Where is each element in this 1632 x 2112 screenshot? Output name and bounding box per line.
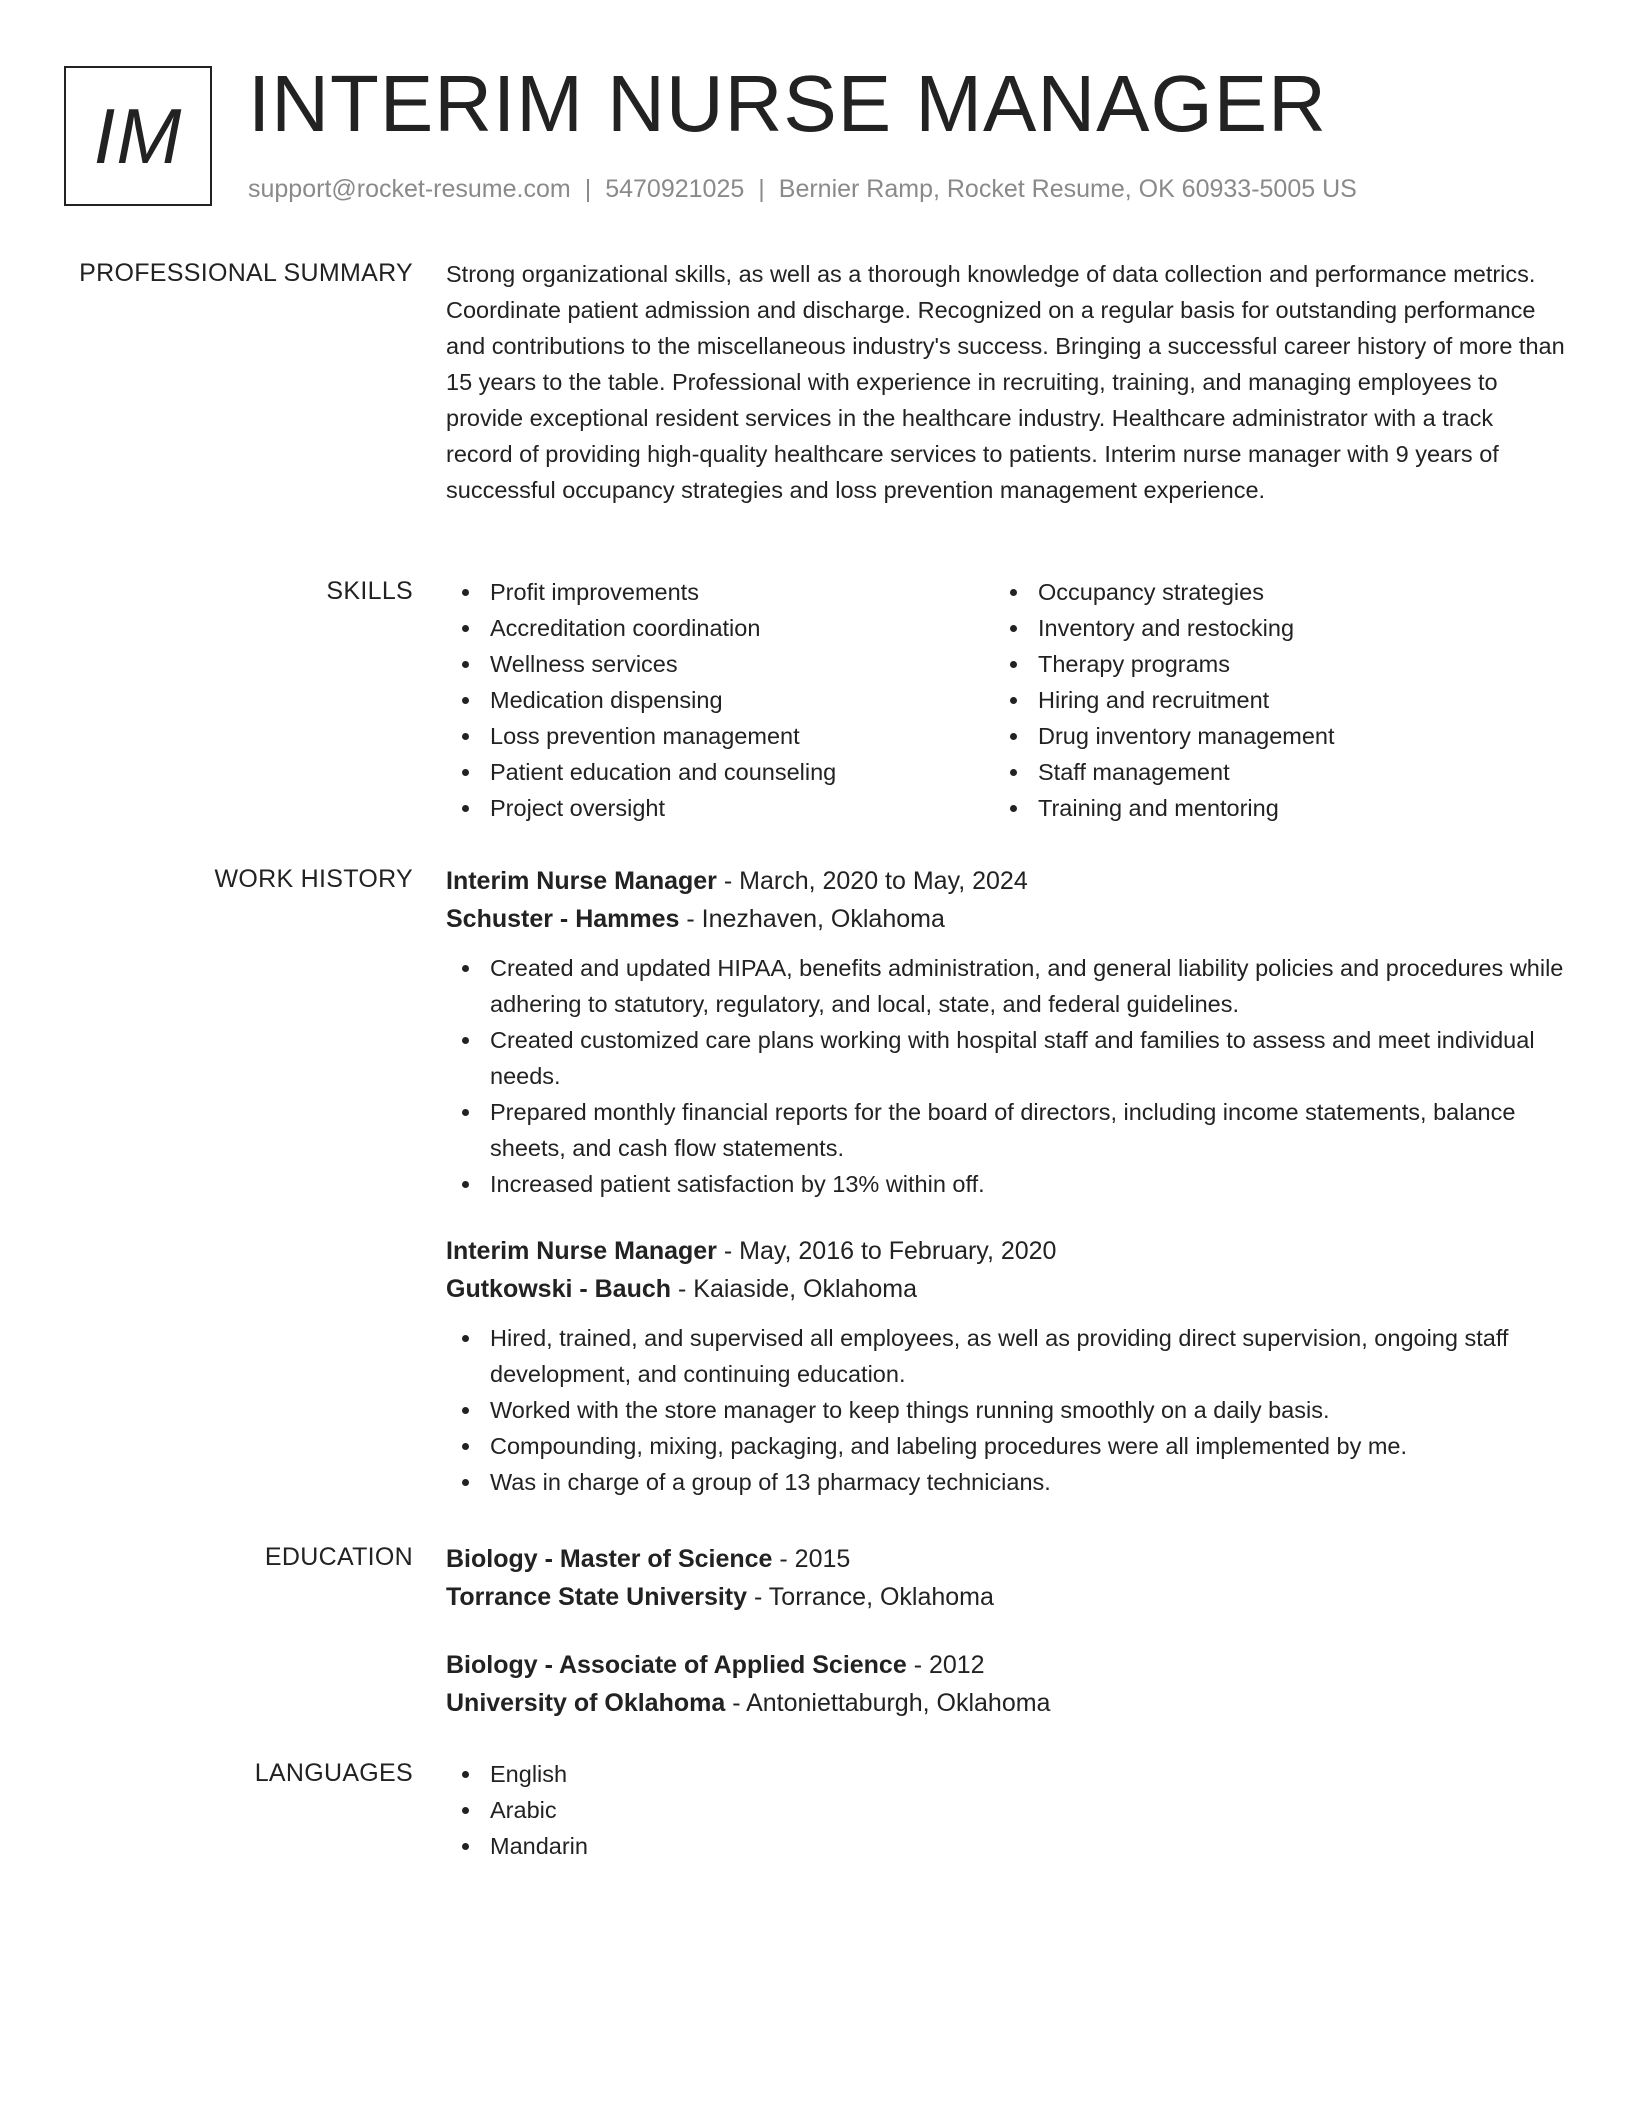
monogram-box <box>64 66 212 206</box>
section-heading-summary: PROFESSIONAL SUMMARY <box>79 259 413 287</box>
skill-item: Therapy programs <box>994 646 1542 682</box>
skill-item: Patient education and counseling <box>446 754 994 790</box>
degree-year: - 2012 <box>906 1651 985 1679</box>
job-bullet: Created and updated HIPAA, benefits administration, and general liability policies and procedures while adhering to statutory, regulatory, and local, state, and federal guidelines. <box>446 950 1566 1022</box>
degree-line <box>446 1540 1566 1578</box>
degree: Biology - Master of Science <box>446 1545 773 1573</box>
job-location: - Inezhaven, Oklahoma <box>679 905 945 933</box>
job-location: - Kaiaside, Oklahoma <box>671 1275 917 1303</box>
skill-item: Drug inventory management <box>994 718 1542 754</box>
job-company-line <box>446 900 1566 938</box>
skill-item: Medication dispensing <box>446 682 994 718</box>
job-bullet: Compounding, mixing, packaging, and labeling procedures were all implemented by me. <box>446 1428 1566 1464</box>
contact-address: Bernier Ramp, Rocket Resume, OK 60933-5005 US <box>778 175 1357 203</box>
languages-body <box>446 1756 1566 1864</box>
job-bullet-list <box>446 950 1566 1202</box>
section-heading-education: EDUCATION <box>264 1543 413 1571</box>
skills-columns <box>446 574 1566 826</box>
skills-list-left <box>446 574 994 826</box>
job-company: Schuster - Hammes <box>446 905 680 933</box>
job-bullet: Worked with the store manager to keep things running smoothly on a daily basis. <box>446 1392 1566 1428</box>
skill-item: Inventory and restocking <box>994 610 1542 646</box>
contact-separator: | <box>584 175 592 203</box>
skill-item: Hiring and recruitment <box>994 682 1542 718</box>
contact-separator: | <box>758 175 765 203</box>
job-title: Interim Nurse Manager <box>446 1237 717 1265</box>
education-body <box>446 1540 1566 1752</box>
skill-item: Profit improvements <box>446 574 994 610</box>
job-bullet: Hired, trained, and supervised all employees, as well as providing direct supervision, ongoing staff development, and continuing education. <box>446 1320 1566 1392</box>
job-dates: - March, 2020 to May, 2024 <box>716 867 1028 895</box>
languages-list <box>446 1756 1566 1864</box>
job-entry <box>446 1232 1566 1500</box>
education-entry <box>446 1540 1566 1616</box>
job-title-line <box>446 1232 1566 1270</box>
summary-body <box>446 256 1566 508</box>
work-history-body <box>446 862 1566 1530</box>
job-bullet-list <box>446 1320 1566 1500</box>
degree-line <box>446 1646 1566 1684</box>
skill-item: Loss prevention management <box>446 718 994 754</box>
job-entry <box>446 862 1566 1202</box>
summary-text: Strong organizational skills, as well as a thorough knowledge of data collection and performance metrics. Coordinate patient admission and discharge. Recognized on a regular basis for outstanding performance and contributions to the miscellaneous industry's success. Bringing a successful career history of more than 15 years to the table. Professional with experience in recruiting, training, and managing employees to provide exceptional resident services in the healthcare industry. Healthcare administrator with a track record of providing high-quality healthcare services to patients. Interim nurse manager with 9 years of successful occupancy strategies and loss prevention management experience. <box>446 261 1565 503</box>
candidate-name: INTERIM NURSE MANAGER <box>248 59 1327 148</box>
contact-line <box>248 172 1357 206</box>
school-line <box>446 1578 1566 1616</box>
language-item: Mandarin <box>446 1828 1566 1864</box>
skill-item: Training and mentoring <box>994 790 1542 826</box>
section-heading-work-history: WORK HISTORY <box>214 865 413 893</box>
school-line <box>446 1684 1566 1722</box>
language-item: Arabic <box>446 1792 1566 1828</box>
education-entry <box>446 1646 1566 1722</box>
language-item: English <box>446 1756 1566 1792</box>
section-heading-skills: SKILLS <box>326 577 413 605</box>
contact-phone: 5470921025 <box>605 175 745 203</box>
job-title: Interim Nurse Manager <box>446 867 717 895</box>
skill-item: Accreditation coordination <box>446 610 994 646</box>
job-bullet: Increased patient satisfaction by 13% within off. <box>446 1166 1566 1202</box>
school: University of Oklahoma <box>446 1689 726 1717</box>
skill-item: Project oversight <box>446 790 994 826</box>
skills-body <box>446 574 1566 826</box>
skill-item: Occupancy strategies <box>994 574 1542 610</box>
job-company-line <box>446 1270 1566 1308</box>
degree-year: - 2015 <box>772 1545 851 1573</box>
degree: Biology - Associate of Applied Science <box>446 1651 907 1679</box>
job-title-line <box>446 862 1566 900</box>
school-location: - Torrance, Oklahoma <box>747 1583 994 1611</box>
skills-list-right <box>994 574 1542 826</box>
school-location: - Antoniettaburgh, Oklahoma <box>725 1689 1051 1717</box>
job-bullet: Created customized care plans working with hospital staff and families to assess and meet individual needs. <box>446 1022 1566 1094</box>
job-bullet: Was in charge of a group of 13 pharmacy technicians. <box>446 1464 1566 1500</box>
skill-item: Wellness services <box>446 646 994 682</box>
school: Torrance State University <box>446 1583 748 1611</box>
contact-email: support@rocket-resume.com <box>248 175 571 203</box>
job-dates: - May, 2016 to February, 2020 <box>716 1237 1057 1265</box>
section-heading-languages: LANGUAGES <box>254 1759 413 1787</box>
skill-item: Staff management <box>994 754 1542 790</box>
job-bullet: Prepared monthly financial reports for the board of directors, including income statements, balance sheets, and cash flow statements. <box>446 1094 1566 1166</box>
monogram-initials: IM <box>93 91 183 180</box>
job-company: Gutkowski - Bauch <box>446 1275 672 1303</box>
